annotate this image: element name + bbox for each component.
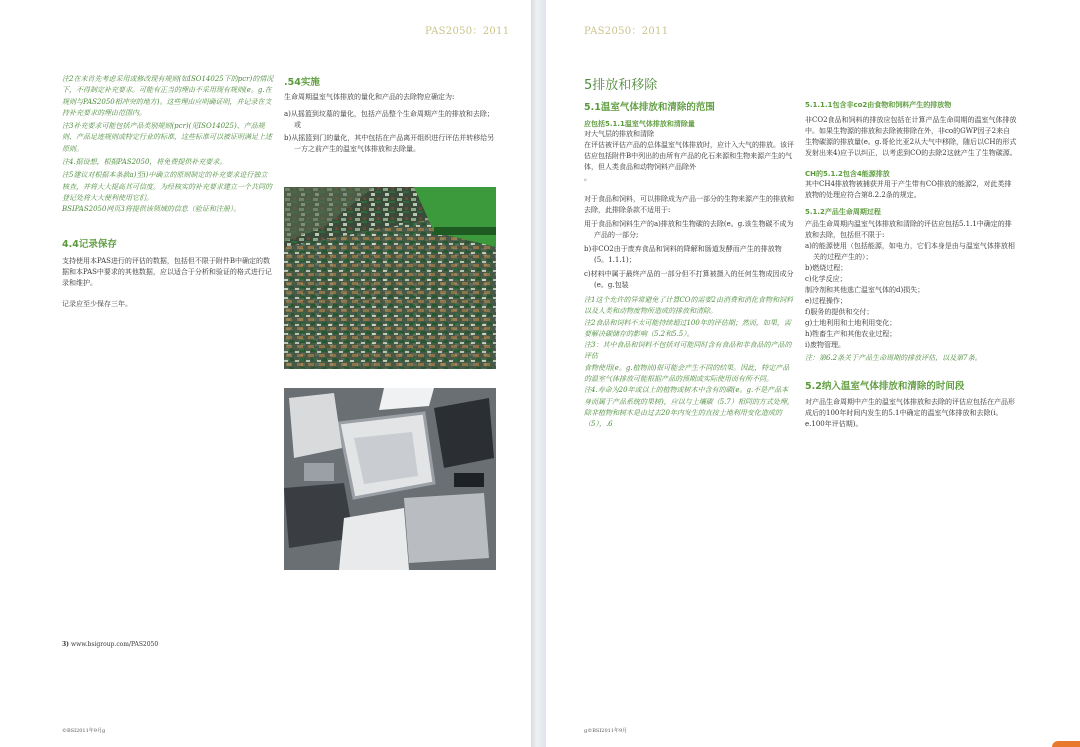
note-2: 注2在未首先考虑采用或修改现有规则(如ISO14025下的pcr)的情况下，不得制定补充要求。可能有正当的理由不采用现有规则(e。g.在规则与PAS2050相冲突的地方)。这些理由应明确证明，并记录在支持补充要求的理由范围内。	[62, 75, 274, 117]
section-54-heading: .54实施	[284, 77, 320, 88]
section-512-note: 注：第6.2条关于产品生命周期的排放评估，以及第7条。	[805, 354, 982, 362]
footnote-link[interactable]: www.bsigroup.com/PAS2050	[70, 641, 159, 648]
glass-recycling-photo	[284, 187, 496, 369]
note-3-continued: 食物使用(e。g.植物油)很可能会产生不同的结果。因此，特定产品的温室气体排放可能根据产品的预期或实际使用而有所不同。	[584, 363, 790, 384]
note-web: BSIPAS2050网页3将提供该领域的信息（验证和注册）。	[62, 205, 241, 214]
lifecycle-list-item: e)过程操作；	[805, 297, 847, 305]
section-5112-body: 其中CH4排放物被捕获并用于产生带有CO排放的能源2，对此类排放物的处理应符合第8.2.2条的规定。	[805, 180, 1012, 199]
note-1: 注1这个允许的异常避免了计算CO的需要2由消费和消化食物和饲料以及人类和动物废物所造成的排放和清除。	[584, 296, 794, 316]
chapter-heading: 5排放和移除	[584, 78, 658, 93]
scope-column	[584, 74, 794, 431]
notes-column	[62, 74, 274, 310]
left-page	[0, 0, 531, 747]
section-52-heading: 5.2纳入温室气体排放和清除的时间段	[805, 381, 965, 393]
right-page	[546, 0, 1080, 747]
implementation-column	[284, 74, 496, 155]
electronic-waste-photo	[284, 388, 496, 570]
section-512-intro: 产品生命周期内温室气体排放和清除的评估应包括5.1.1中确定的排放和去除，包括但不限于:	[805, 220, 1012, 239]
section-5112-heading: CH的5.1.2包含4能源排放	[805, 170, 890, 178]
note-3: 注3：其中食品和饲料不包括对可能同时含有食品和非食品的产品的评估	[584, 341, 792, 361]
lifecycle-list-item: i)废物管理。	[805, 341, 845, 349]
section-511-heading: 应包括5.1.1温室气体排放和清除量	[584, 120, 695, 128]
lifecycle-list-item: h)牲畜生产和其他农业过程；	[805, 330, 897, 338]
food-feed-item-c: c)材料中属于最终产品的一部分但不打算被摄入的任何生物成因成分(e。g.包装	[584, 270, 794, 289]
section-44-retention: 记录应至少保存三年。	[62, 299, 132, 308]
page-footer: g©BSI2011年9月	[584, 728, 628, 734]
section-54-intro: 生命周期温室气体排放的量化和产品的去除物应确定为:	[284, 93, 455, 101]
page-header-code: PAS2050：2011	[584, 26, 669, 37]
note-4: 注4.据设想，根据PAS2050，将免费提供补充要求。	[62, 158, 227, 167]
lifecycle-list-item: a)的能源使用（包括能源，如电力，它们本身是由与温室气体排放相关的过程产生的）；	[805, 242, 1015, 261]
footnote-number: 3)	[62, 641, 70, 648]
note-3: 注3补充要求可能包括产品类别规则(pcr)(见ISO14025)、产品规则、产品足迹规则或特定行业的标准，这些标准可以被证明满足上述原则。	[62, 122, 272, 153]
lifecycle-list-item: f)服务的提供和交付；	[805, 308, 874, 316]
section-54-item-a: a)从摇篮到坟墓的量化，包括产品整个生命周期产生的排放和去除；或	[284, 110, 494, 129]
lifecycle-list-item: b)燃烧过程；	[805, 264, 848, 272]
food-feed-item-a: 用于食品和饲料生产的a)排放和生物碳的去除(e。g.该生物碳不成为产品的一部分;	[584, 220, 794, 239]
footnote	[62, 641, 158, 648]
corner-tab	[1052, 741, 1080, 747]
page-footer: ©BSI2011年9月g	[62, 728, 106, 734]
section-5111-heading: 5.1.1.1包含非co2由食物和饲料产生的排放物	[805, 101, 952, 109]
section-54-item-b: b)从摇篮到门的量化，其中包括在产品离开组织进行评估并转移给另一方之前产生的温室气体排放和去除量。	[284, 134, 495, 153]
section-512-heading: 5.1.2产品生命周期过程	[805, 208, 881, 216]
section-44-heading: 4.4记录保存	[62, 238, 117, 250]
note-4: 注4.寿命为20年或以上的植物或树木中含有的碳(e。g.不是产品本身而属于产品系统的果树)，应以与土壤碳（5.7）相同的方式处理，除非植物和树木是由过去20年内发生的直接土地利用变化造成的（5），.6	[584, 386, 794, 429]
section-44-body: 支持使用本PAS进行的评估的数据，包括但不限于附件B中确定的数据和本PAS中要求的其他数据，应以适合于分析和验证的格式进行记录和维护。	[62, 256, 272, 287]
lifecycle-list-item: 制冷剂和其他逃亡温室气体的d)损失；	[805, 286, 925, 294]
section-52-body: 对产品生命周期中产生的温室气体排放和去除的评估应包括在产品形成后的100年时间内发生的5.1中确定的温室气体排放和去除(i。e.100年评估期)。	[805, 398, 1015, 429]
section-51-heading: 5.1温室气体排放和清除的范围	[584, 102, 715, 113]
page-header-code: PAS2050：2011	[425, 26, 510, 37]
section-511-subheading: 对大气层的排放和清除	[584, 130, 654, 138]
section-511-body: 在评估被评估产品的总体温室气体排放时，应计入大气的排放。该评估应包括附件B中列出的由所有产品的化石来源和生物来源产生的气体，但人类食品和动物饲料产品除外	[584, 141, 794, 171]
note-2: 注2食品和饲料不太可能持续超过100年的评估期；然而，如果，需要解决碳储存的影响（5.2和5.5）。	[584, 318, 791, 338]
note-5: 注5建议对根据本条款a)至i)中确立的原则制定的补充要求进行独立核查，并将大大提高其可信度。为经核实的补充要求建立一个共同的登记处将大大便利使用它们。	[62, 171, 272, 202]
page-gutter	[531, 0, 546, 747]
section-511-dot: 。	[584, 174, 591, 182]
food-feed-item-b: b)非CO2由于废弃食品和饲料的降解和肠道发酵而产生的排放物(5。1.1.1)；	[584, 245, 782, 264]
section-5111-body: 非CO2食品和饲料的排放应包括在计算产品生命周期的温室气体排放中。如果生物源的排放和去除被排除在外，非co的GWP因子2来自生物碳源的排放量(e。g.哥伦比亚2从大气中移除，随后以CH的形式发射出来4)应予以纠正，以考虑到CO的去除2这就产生了生物碳源。	[805, 116, 1017, 157]
lifecycle-list-item: g)土地利用和土地利用变化；	[805, 319, 897, 327]
lifecycle-list-item: c)化学反应；	[805, 275, 847, 283]
lifecycle-column	[805, 100, 1017, 430]
food-feed-body: 对于食品和饲料，可以排除成为产品一部分的生物来源产生的排放和去除，此排除条款不适用于:	[584, 195, 794, 214]
